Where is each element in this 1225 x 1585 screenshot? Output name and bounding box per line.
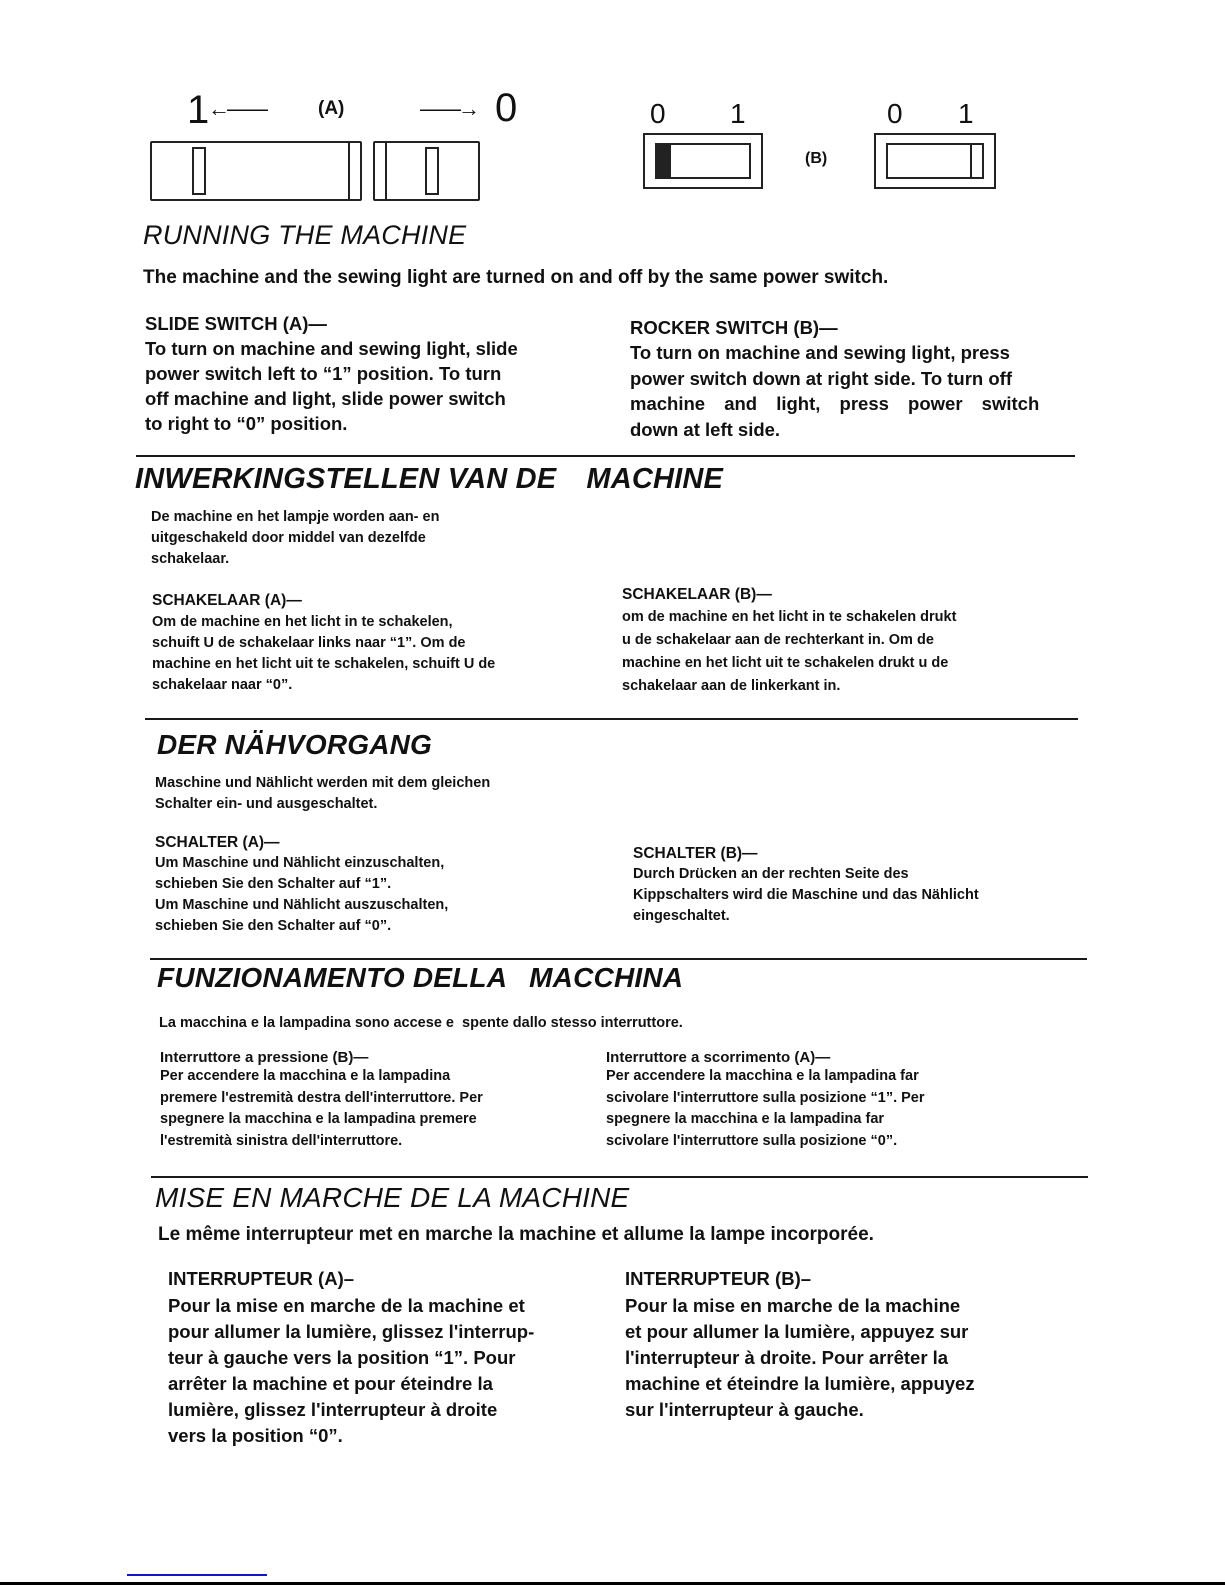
rocker-right-zero-label: 0 <box>887 98 903 129</box>
column-schalter-a <box>155 834 448 937</box>
body-line: vers la position “0”. <box>168 1425 343 1446</box>
section-divider <box>145 718 1078 720</box>
column-heading: ROCKER SWITCH (B)— <box>630 317 838 338</box>
body-line: down at left side. <box>630 418 781 440</box>
column-interrupteur-b <box>625 1268 975 1423</box>
body-line: sur l'interrupteur à gauche. <box>625 1399 864 1420</box>
column-heading: SCHAKELAAR (A)— <box>152 592 302 609</box>
body-line: schakelaar naar “0”. <box>152 677 293 693</box>
slide-switch-on-icon <box>150 141 362 201</box>
body-line: Per accendere la macchina e la lampadina <box>160 1068 451 1084</box>
body-line: Durch Drücken an der rechten Seite des <box>633 866 909 882</box>
body-line: To turn on machine and sewing light, press <box>630 342 1010 363</box>
body-line: om de machine en het licht in te schakelen drukt <box>622 609 957 625</box>
column-interruttore-b <box>160 1049 483 1152</box>
column-interrupteur-a <box>168 1268 534 1449</box>
column-schalter-b <box>633 845 979 927</box>
body-line: eingeschaltet. <box>633 908 730 924</box>
section-intro <box>155 773 490 815</box>
section-title-part: MACHINE <box>586 463 724 495</box>
body-line: schakelaar aan de linkerkant in. <box>622 678 841 694</box>
section-intro: The machine and the sewing light are turned on and off by the same power switch. <box>143 267 889 288</box>
column-heading: SCHAKELAAR (B)— <box>622 586 772 603</box>
body-line: schieben Sie den Schalter auf “1”. <box>155 876 392 892</box>
column-schakelaar-a <box>152 592 495 696</box>
body-line: scivolare l'interruttore sulla posizione “1”. Per <box>606 1089 925 1106</box>
section-divider <box>136 455 1075 457</box>
column-heading: Interruttore a scorrimento (A)— <box>606 1049 831 1066</box>
column-heading: SLIDE SWITCH (A)— <box>145 313 327 334</box>
body-line: premere l'estremità destra dell'interruttore. Per <box>160 1089 483 1106</box>
body-line: machine et éteindre la lumière, appuyez <box>625 1373 975 1394</box>
intro-line: Maschine und Nählicht werden mit dem gleichen <box>155 775 491 791</box>
arrow-right-icon: ——→ <box>420 96 477 121</box>
body-line: Per accendere la macchina e la lampadina far <box>606 1068 919 1084</box>
body-line: off machine and light, slide power switch <box>145 388 506 409</box>
body-line: Um Maschine und Nählicht einzuschalten, <box>155 855 445 871</box>
slide-switch-off-icon <box>373 141 480 201</box>
column-heading: INTERRUPTEUR (A)– <box>168 1268 355 1289</box>
intro-line: De machine en het lampje worden aan- en <box>151 509 440 525</box>
body-line: teur à gauche vers la position “1”. Pour <box>168 1347 516 1368</box>
body-line: et pour allumer la lumière, appuyez sur <box>625 1321 969 1342</box>
arrow-left-icon: ←—— <box>208 96 265 121</box>
rocker-left-zero-label: 0 <box>650 98 666 129</box>
section-title: DER NÄHVORGANG <box>157 729 433 760</box>
rocker-right-one-label: 1 <box>958 98 974 129</box>
column-heading: Interruttore a pressione (B)— <box>160 1049 369 1066</box>
section-title-part: FUNZIONAMENTO DELLA <box>157 962 508 993</box>
body-line: machine en het licht uit te schakelen, schuift U de <box>152 656 496 672</box>
section-title <box>157 962 683 994</box>
rocker-switch-on-icon <box>874 133 996 189</box>
slide-on-label: 1 <box>187 88 210 132</box>
body-line: spegnere la macchina e la lampadina far <box>606 1111 885 1127</box>
section-intro: Le même interrupteur met en marche la machine et allume la lampe incorporée. <box>158 1224 874 1245</box>
body-line: scivolare l'interruttore sulla posizione “0”. <box>606 1132 898 1149</box>
body-line: spegnere la macchina e la lampadina premere <box>160 1111 477 1127</box>
body-line: machine en het licht uit te schakelen drukt u de <box>622 655 949 671</box>
body-line: l'estremità sinistra dell'interruttore. <box>160 1132 403 1149</box>
body-line: l'interrupteur à droite. Pour arrêter la <box>625 1347 949 1368</box>
column-heading: INTERRUPTEUR (B)– <box>625 1268 812 1289</box>
column-heading: SCHALTER (B)— <box>633 845 758 862</box>
rocker-left-one-label: 1 <box>730 98 746 129</box>
body-line: lumière, glissez l'interrupteur à droite <box>168 1399 498 1420</box>
rocker-switch-off-icon <box>643 133 763 189</box>
section-divider <box>150 958 1087 960</box>
body-line: schuift U de schakelaar links naar “1”. Om de <box>152 635 466 651</box>
body-line: Om de machine en het licht in te schakelen, <box>152 614 453 630</box>
intro-line: uitgeschakeld door middel van dezelfde <box>151 530 426 546</box>
body-line: power switch left to “1” position. To turn <box>145 363 502 384</box>
body-line: Pour la mise en marche de la machine <box>625 1295 961 1316</box>
body-line: To turn on machine and sewing light, slide <box>145 338 518 359</box>
section-title-part: MACCHINA <box>529 962 684 993</box>
column-rocker-switch <box>630 317 1070 442</box>
body-line: schieben Sie den Schalter auf “0”. <box>155 918 392 934</box>
link-underline-artifact <box>127 1574 267 1576</box>
section-divider <box>151 1176 1088 1178</box>
body-line: Kippschalters wird die Maschine und das Nählicht <box>633 887 979 903</box>
section-title-part: INWERKINGSTELLEN VAN DE <box>135 463 557 495</box>
section-intro <box>151 507 439 570</box>
body-line: to right to “0” position. <box>145 413 348 434</box>
section-title: MISE EN MARCHE DE LA MACHINE <box>155 1182 630 1213</box>
column-heading: SCHALTER (A)— <box>155 834 280 851</box>
column-schakelaar-b <box>622 586 956 698</box>
body-line: arrêter la machine et pour éteindre la <box>168 1373 493 1394</box>
body-line: Um Maschine und Nählicht auszuschalten, <box>155 897 449 913</box>
intro-line: schakelaar. <box>151 551 230 567</box>
section-intro: La macchina e la lampadina sono accese e spente dallo stesso interruttore. <box>159 1015 683 1031</box>
body-line: machine and light, press power switch <box>630 393 1040 414</box>
slide-off-label: 0 <box>495 86 518 130</box>
body-line: Pour la mise en marche de la machine et <box>168 1295 525 1316</box>
body-line: power switch down at right side. To turn off <box>630 367 1012 389</box>
column-interruttore-a <box>606 1049 925 1152</box>
slide-switch-label: (A) <box>318 98 345 119</box>
column-slide-switch <box>145 313 585 436</box>
section-title <box>135 463 723 496</box>
rocker-switch-label: (B) <box>805 150 828 167</box>
body-line: pour allumer la lumière, glissez l'interrup- <box>168 1321 535 1342</box>
section-title: RUNNING THE MACHINE <box>143 220 467 250</box>
intro-line: Schalter ein- und ausgeschaltet. <box>155 796 378 812</box>
body-line: u de schakelaar aan de rechterkant in. Om de <box>622 632 934 648</box>
